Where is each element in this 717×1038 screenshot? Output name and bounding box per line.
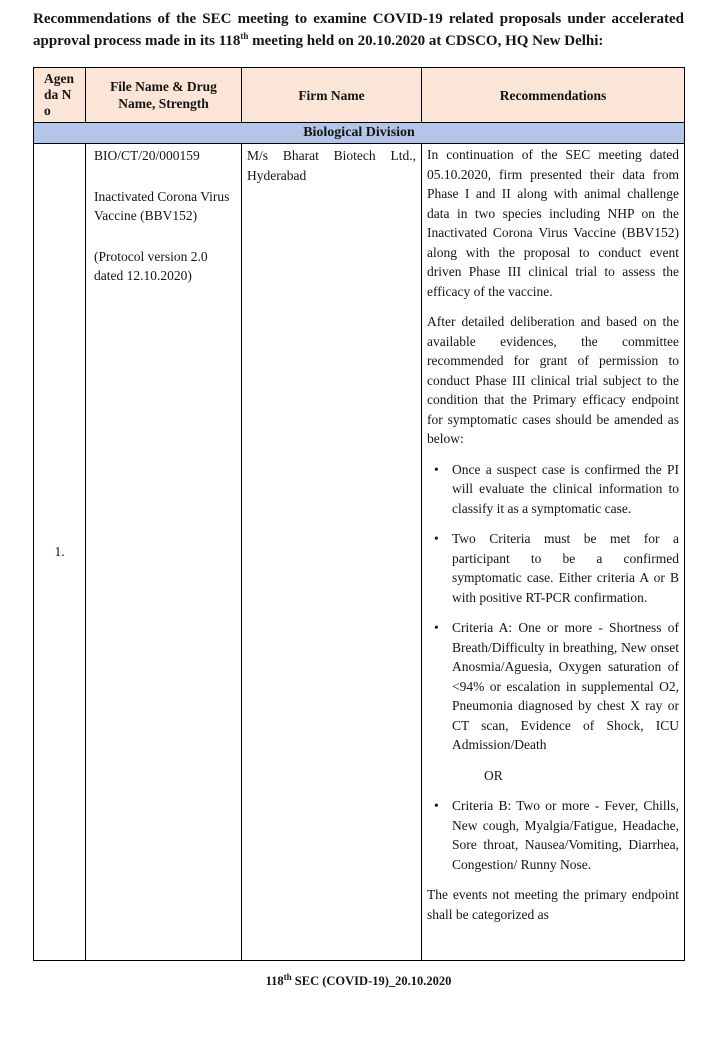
- cell-recommendations: [422, 144, 685, 961]
- division-banner-row: [34, 123, 685, 144]
- header-file-drug-name: File Name & Drug Name, Strength: [86, 68, 242, 123]
- bullet-item-3: [427, 618, 679, 755]
- title-superscript: th: [240, 30, 249, 41]
- agenda-number: 1.: [54, 544, 65, 560]
- header-agenda-no-label: Agenda No: [44, 71, 74, 118]
- recommendations-content: [427, 145, 679, 957]
- cell-agenda-no: [34, 144, 86, 961]
- bullet-text-4: Criteria B: Two or more - Fever, Chills, New cough, Myalgia/Fatigue, Headache, Sore throat, Nausea/Vomiting, Diarrhea, Congestion/ Runny Nose.: [452, 798, 679, 872]
- drug-name: Inactivated Corona Virus Vaccine (BBV152): [94, 188, 230, 223]
- bullet-item-2: [427, 529, 679, 607]
- bullet-item-4: [427, 796, 679, 874]
- footer-text-before: 118: [265, 974, 284, 988]
- table-header-row: [34, 68, 685, 123]
- footer-text-after: SEC (COVID-19)_20.10.2020: [291, 974, 452, 988]
- bullet-text-1: Once a suspect case is confirmed the PI will evaluate the clinical information to classify it as a symptomatic case.: [452, 461, 679, 516]
- footer-superscript: th: [283, 971, 292, 982]
- bullet-marker: •: [434, 798, 439, 813]
- recommendation-para-1: In continuation of the SEC meeting dated 05.10.2020, firm presented their data from Phase I and II along with animal challenge data in two species including NHP on the Inactivated Corona Virus Vaccine (BBV152) along with the proposal to conduct event driven Phase III clinical trial to assess the efficacy of the vaccine.: [427, 147, 679, 299]
- bullet-marker: •: [434, 531, 439, 546]
- bullet-text-2: Two Criteria must be met for a participant to be a confirmed symptomatic case. Either criteria A or B with positive RT-PCR confirmation.: [452, 531, 679, 605]
- recommendation-para-3: The events not meeting the primary endpoint shall be categorized as: [427, 887, 679, 922]
- table-row: [34, 144, 685, 961]
- title-text-after: meeting held on 20.10.2020 at CDSCO, HQ New Delhi:: [248, 32, 604, 49]
- bullet-text-3: Criteria A: One or more - Shortness of Breath/Difficulty in breathing, New onset Anosmia/Aguesia, Oxygen saturation of <94% or escalation in supplemental O2, Pneumonia diagnosed by chest X ray or CT scan, Evidence of Shock, ICU Admission/Death: [452, 620, 679, 752]
- file-number: BIO/CT/20/000159: [94, 148, 200, 163]
- cell-firm-name: [242, 144, 422, 961]
- header-firm-name: Firm Name: [242, 68, 422, 123]
- recommendation-para-2: After detailed deliberation and based on the available evidences, the committee recommended for grant of permission to conduct Phase III clinical trial subject to the condition that the Primary efficacy endpoint for symptomatic cases should be amended as below:: [427, 314, 679, 446]
- header-agenda-no: [34, 68, 86, 123]
- page-footer: [33, 971, 684, 989]
- firm-name: M/s Bharat Biotech Ltd., Hyderabad: [247, 148, 416, 183]
- recommendations-table: [33, 67, 685, 961]
- bullet-marker: •: [434, 620, 439, 635]
- division-banner: Biological Division: [34, 123, 685, 144]
- document-title: [33, 9, 684, 52]
- title-text-before: Recommendations of the SEC meeting to examine COVID-19 related proposals under accelerated approval process made in its 118: [33, 11, 684, 49]
- header-recommendations: Recommendations: [422, 68, 685, 123]
- or-separator: OR: [484, 767, 503, 783]
- bullet-marker: •: [434, 461, 439, 477]
- bullet-item-1: [427, 460, 679, 519]
- cell-file-drug-name: [86, 144, 242, 961]
- protocol-version: (Protocol version 2.0 dated 12.10.2020): [94, 248, 208, 283]
